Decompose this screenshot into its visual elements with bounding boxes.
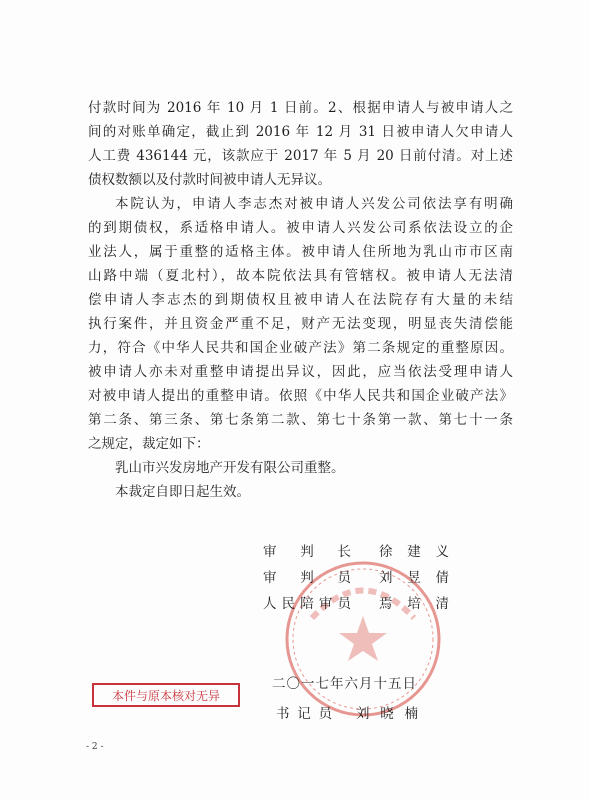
- verification-stamp: [92, 683, 240, 707]
- text-line: 对被申请人提出的重整申请。依照《中华人民共和国企业破产法》: [88, 388, 513, 404]
- body-text: [88, 96, 513, 504]
- text-line: 债权数额以及付款时间被申请人无异议。: [88, 172, 331, 188]
- signature-title: 人民陪审员: [263, 596, 351, 612]
- text-line: 偿申请人李志杰的到期债权且被申请人在法院存有大量的未结: [88, 292, 513, 308]
- text-line: 间的对账单确定，截止到 2016 年 12 月 31 日被申请人欠申请人: [88, 124, 513, 140]
- text-line: 被申请人亦未对重整申请提出异议，因此，应当依法受理申请人: [88, 364, 513, 380]
- text-line: 之规定，裁定如下：: [88, 436, 210, 452]
- text-line: 本院认为，申请人李志杰对被申请人兴发公司依法享有明确: [115, 196, 513, 212]
- page-number: - 2 -: [86, 742, 104, 752]
- clerk-title: 书记员: [276, 706, 332, 722]
- text-line: 人工费 436144 元，该款应于 2017 年 5 月 20 日前付清。对上述: [88, 148, 513, 164]
- signature-row: [263, 591, 449, 617]
- signature-name: 徐建义: [379, 544, 449, 560]
- text-line: 力，符合《中华人民共和国企业破产法》第二条规定的重整原因。: [88, 340, 513, 356]
- effective-line: 本裁定自即日起生效。: [115, 484, 250, 500]
- signature-block: [263, 539, 449, 617]
- text-line: 的到期债权，系适格申请人。被申请人兴发公司系依法设立的企: [88, 220, 513, 236]
- text-line: 业法人，属于重整的适格主体。被申请人住所地为乳山市市区南: [88, 244, 513, 260]
- signature-row: [263, 539, 449, 565]
- text-line: 第二条、第三条、第七条第二款、第七十条第一款、第七十一条: [88, 412, 513, 428]
- text-line: 执行案件，并且资金严重不足，财产无法变现，明显丧失清偿能: [88, 316, 513, 332]
- text-line: 山路中端（夏北村），故本院依法具有管辖权。被申请人无法清: [88, 268, 513, 284]
- signature-title: 审判员: [263, 570, 351, 586]
- ruling-line: 乳山市兴发房地产开发有限公司重整。: [115, 460, 345, 476]
- signature-title: 审判长: [263, 544, 351, 560]
- signature-row: [263, 565, 449, 591]
- clerk-signature: [276, 702, 418, 722]
- signature-name: 刘昱倩: [379, 570, 449, 586]
- signature-name: 焉培清: [379, 596, 449, 612]
- clerk-name: 刘晓楠: [356, 706, 418, 722]
- text-line: 付款时间为 2016 年 10 月 1 日前。2、根据申请人与被申请人之: [88, 100, 513, 116]
- stamp-text: 本件与原本核对无异: [111, 689, 221, 703]
- ruling-date: 二〇一七年六月十五日: [272, 676, 417, 692]
